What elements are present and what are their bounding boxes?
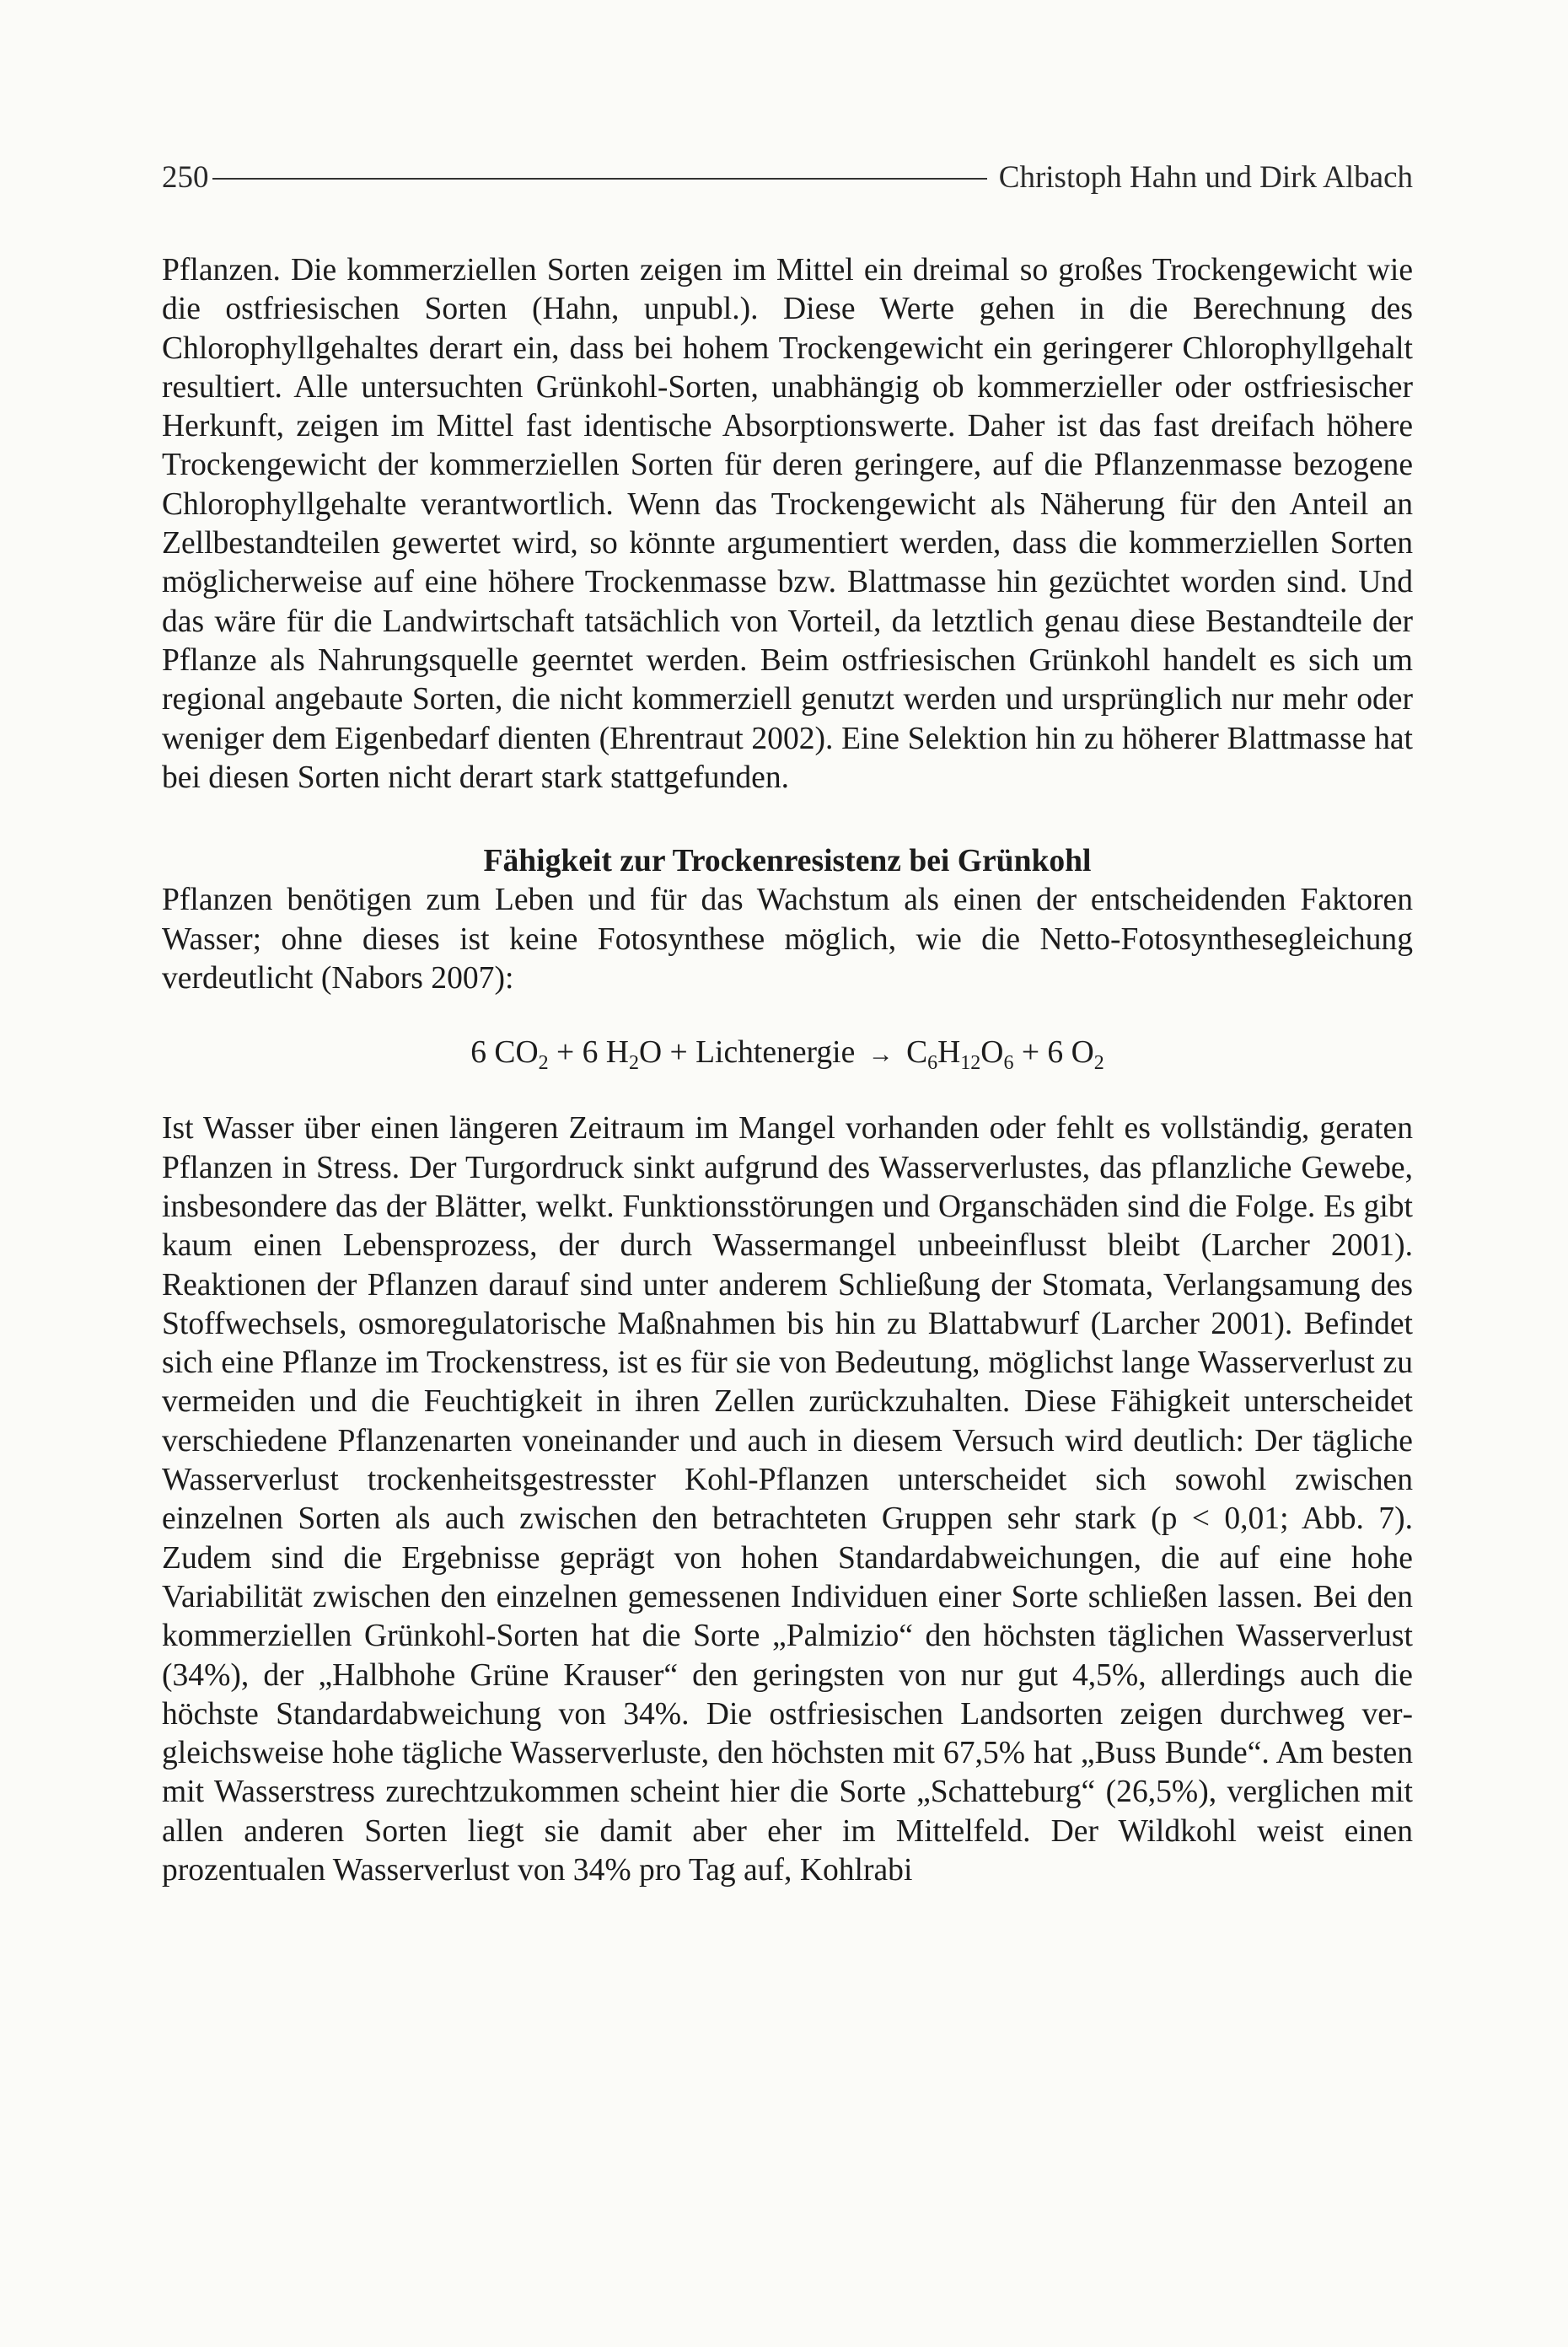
equation-oxygen-subscript: 2 xyxy=(1093,1052,1104,1075)
reaction-arrow-icon: → xyxy=(867,1040,894,1069)
equation-oxygen: + 6 O xyxy=(1013,1035,1094,1071)
equation-co2: 6 CO xyxy=(470,1035,539,1071)
equation-h2o-subscript: 2 xyxy=(628,1052,639,1075)
equation-glucose-c: C xyxy=(898,1035,928,1071)
page xyxy=(162,152,1413,1890)
equation-glucose-o-subscript: 6 xyxy=(1003,1052,1014,1075)
paragraph-2: Pflanzen benötigen zum Leben und für das Wachstum als einen der entscheidenden Faktoren Wasser; ohne dieses ist keine Fotosynthese möglich, wie die Netto-Fotosynthesegleichung verdeutlicht (Nabors 2007): xyxy=(162,883,1413,996)
running-head-authors: Christoph Hahn und Dirk Albach xyxy=(998,159,1413,195)
body-text xyxy=(162,251,1413,1890)
paragraph-3: Ist Wasser über einen längeren Zeitraum im Mangel vorhanden oder fehlt es vollständig, geraten Pflanzen in Stress. Der Turgordruck sinkt aufgrund des Wasserverlustes, das pflanzliche Gewebe, insbesondere das der Blätter, welkt. Funktionsstörungen und Organschäden sind die Folge. Es gibt kaum einen Lebensprozess, der durch Wassermangel unbeeinflusst bleibt (Larcher 2001). Reaktionen der Pflanzen darauf sind unter anderem Schließung der Stomata, Verlangsamung des Stoffwechsels, osmoregulatorische Maßnahmen bis hin zu Blattabwurf (Larcher 2001). Befindet sich eine Pflanze im Trockenstress, ist es für sie von Bedeutung, möglichst lange Wasserverlust zu vermeiden und die Feuchtigkeit in ihren Zellen zurückzuhalten. Diese Fähigkeit unterscheidet verschiedene Pflanzenarten voneinander und auch in diesem Versuch wird deutlich: Der tägliche Wasserverlust trockenheitsgestresster Kohl-Pflanzen unterscheidet sich sowohl zwischen einzelnen Sorten als auch zwischen den betrachteten Gruppen sehr stark (p < 0,01; Abb. 7). Zudem sind die Ergebnisse geprägt von hohen Standardabweichungen, die auf eine hohe Variabilität zwischen den einzelnen gemessenen Individuen einer Sorte schließen lassen. Bei den kommerziellen Grünkohl-Sorten hat die Sorte „Palmizio“ den höchsten täglichen Wasserverlust (34%), der „Halbhohe Grüne Krauser“ den geringsten von nur gut 4,5%, allerdings auch die höchste Standardabweichung von 34%. Die ostfriesischen Landsorten zeigen durchweg vergleichsweise hohe tägliche Wasserverluste, den höchsten mit 67,5% hat „Buss Bunde“. Am besten mit Wasserstress zurechtzukommen scheint hier die Sorte „Schatteburg“ (26,5%), verglichen mit allen anderen Sorten liegt sie damit aber eher im Mittelfeld. Der Wildkohl weist einen prozentualen Wasserverlust von 34% pro Tag auf, Kohlrabi xyxy=(162,1111,1413,1888)
equation-plus-water: + 6 H xyxy=(548,1035,629,1071)
page-number: 250 xyxy=(162,159,209,195)
equation-glucose-h-subscript: 12 xyxy=(960,1052,981,1075)
equation-co2-subscript: 2 xyxy=(538,1052,549,1075)
equation-glucose-c-subscript: 6 xyxy=(927,1052,938,1075)
equation-water-light: O + Lichtenergie xyxy=(638,1035,856,1071)
equation-glucose-o: O xyxy=(980,1035,1004,1071)
paragraph-1: Pflanzen. Die kommerziellen Sorten zeigen im Mittel ein dreimal so großes Trockengewicht wie die ostfriesischen Sorten (Hahn, unpubl.). Diese Werte gehen in die Berechnung des Chlorophyllgehaltes derart ein, dass bei hohem Trockengewicht ein geringerer Chlorophyllgehalt resultiert. Alle untersuchten Grünkohl-Sorten, unabhängig ob kommerzieller oder ostfriesischer Herkunft, zeigen im Mittel fast identische Absorptionswerte. Daher ist das fast dreifach höhere Trockengewicht der kommerziellen Sorten für deren geringere, auf die Pflanzenmasse bezogene Chlorophyllgehalte verantwortlich. Wenn das Trockengewicht als Näherung für den Anteil an Zellbestandteilen gewertet wird, so könnte argumentiert werden, dass die kommerziellen Sorten möglicherweise auf eine höhere Trockenmasse bzw. Blattmasse hin gezüchtet worden sind. Und das wäre für die Landwirtschaft tatsächlich von Vorteil, da letztlich genau diese Bestandteile der Pflanze als Nahrungsquelle geerntet werden. Beim ostfriesischen Grünkohl handelt es sich um regional angebaute Sorten, die nicht kommerziell genutzt werden und ursprünglich nur mehr oder weniger dem Eigenbedarf dienten (Ehrentraut 2002). Eine Selektion hin zu höherer Blattmasse hat bei diesen Sorten nicht derart stark stattgefunden. xyxy=(162,253,1413,795)
running-head xyxy=(162,152,1413,202)
photosynthesis-equation xyxy=(162,1029,1413,1078)
section-heading: Fähigkeit zur Trockenresistenz bei Grünkohl xyxy=(483,844,1092,879)
equation-glucose-h: H xyxy=(937,1035,961,1071)
header-rule xyxy=(212,178,987,180)
